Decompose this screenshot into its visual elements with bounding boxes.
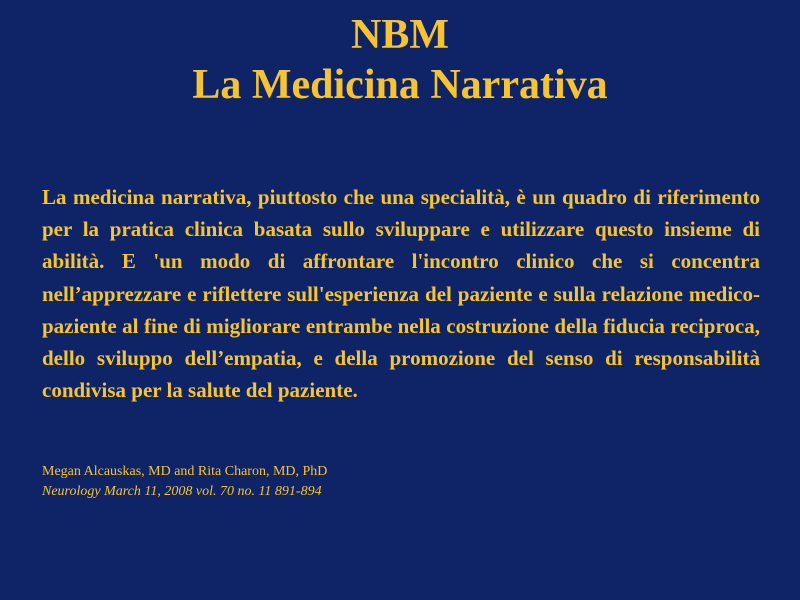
body-paragraph: La medicina narrativa, piuttosto che una specialità, è un quadro di riferimento per la pratica clinica basata sullo sviluppare e utilizzare questo insieme di abilità. E 'un modo di affrontare l'incontro clinico che si concentra nell’apprezzare e riflettere sull'esperienza del paziente e sulla relazione medico-paziente al fine di migliorare entrambe nella costruzione della fiducia reciproca, dello sviluppo dell’empatia, e della promozione del senso di responsabilità condivisa per la salute del paziente. <box>42 185 760 403</box>
title-subtitle: La Medicina Narrativa <box>192 62 608 108</box>
citation-authors: Megan Alcauskas, MD and Rita Charon, MD, PhD <box>42 464 328 479</box>
citation <box>42 462 742 502</box>
title-acronym: NBM <box>351 12 449 58</box>
citation-journal: Neurology March 11, 2008 vol. 70 no. 11 891-894 <box>42 484 322 499</box>
slide-title <box>0 10 800 110</box>
